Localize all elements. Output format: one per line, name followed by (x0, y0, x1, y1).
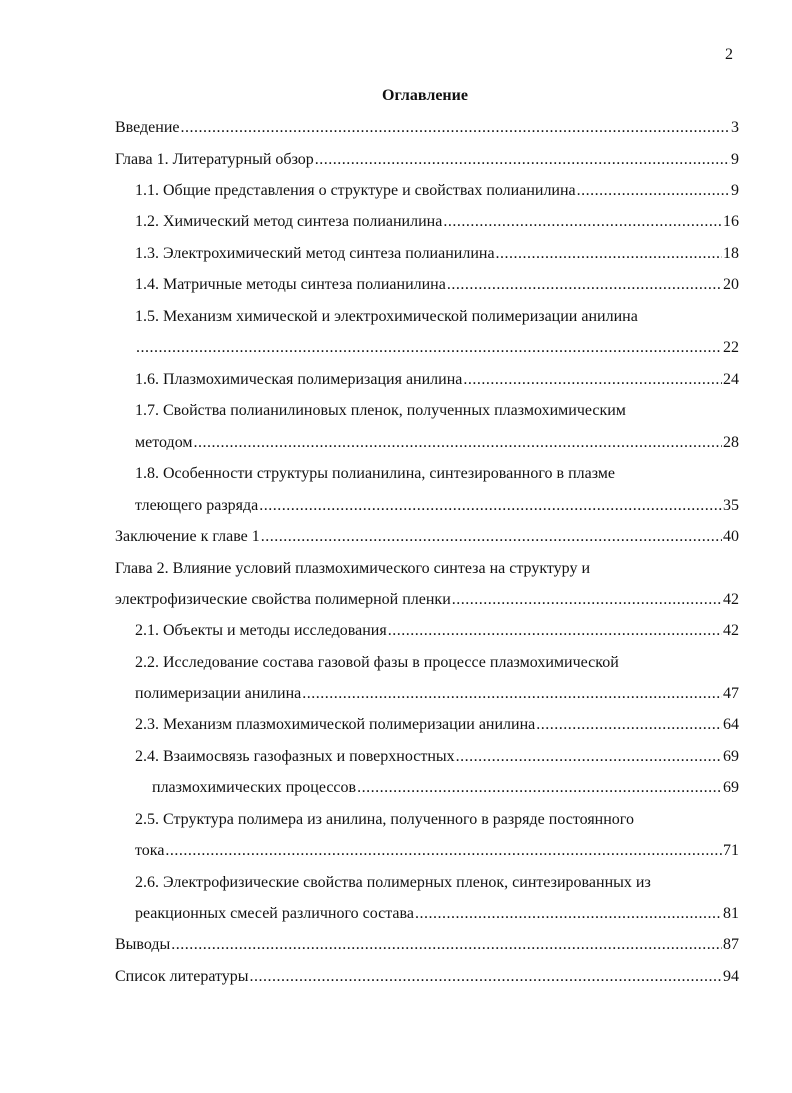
toc-leader-dots (536, 715, 722, 735)
toc-entry-page: 40 (723, 528, 739, 545)
toc-entry-text-continued: реакционных смесей различного состава (135, 905, 414, 922)
toc-entry-page: 47 (723, 685, 739, 702)
toc-leader-dots (181, 118, 731, 138)
toc-entry-text: 1.5. Механизм химической и электрохимической полимеризации анилина (135, 308, 638, 325)
toc-entry-page: 9 (731, 182, 739, 199)
toc-leader-dots (443, 212, 722, 232)
toc-entry-text-continued: тлеющего разряда (135, 497, 259, 514)
toc-entry-page: 87 (723, 936, 739, 953)
toc-leader-dots (259, 496, 722, 516)
toc-leader-dots (463, 370, 722, 390)
toc-entry-text-continued: полимеризации анилина (135, 685, 302, 702)
toc-entry-2-4-continued (152, 778, 739, 798)
toc-entry-chapter-1 (115, 150, 739, 170)
toc-leader-dots (261, 527, 722, 547)
toc-entry-page: 18 (723, 245, 739, 262)
toc-leader-dots (452, 590, 722, 610)
toc-leader-dots (456, 747, 722, 767)
toc-entry-text: 1.4. Матричные методы синтеза полианилина (135, 276, 446, 293)
toc-leader-dots (415, 904, 722, 924)
toc-entry-text: 2.5. Структура полимера из анилина, полученного в разряде постоянного (135, 811, 634, 828)
toc-entry-text: плазмохимических процессов (152, 779, 357, 796)
toc-entry-2-6-line1 (135, 873, 739, 893)
toc-entry-1-7-line2 (135, 433, 739, 453)
toc-entry-1-7-line1 (135, 401, 739, 421)
toc-entry-2-6-line2 (135, 904, 739, 924)
toc-entry-chapter-2-line1 (115, 559, 739, 579)
page-number: 2 (725, 46, 733, 63)
toc-entry-2-3 (135, 715, 739, 735)
toc-entry-1-5-line2 (135, 338, 739, 358)
toc-entry-page: 94 (723, 968, 739, 985)
toc-entry-text-continued: тока (135, 842, 165, 859)
toc-entry-conclusions (115, 935, 739, 955)
toc-leader-dots (302, 684, 722, 704)
toc-entry-1-5-line1 (135, 307, 739, 327)
toc-entry-page: 69 (723, 748, 739, 765)
toc-entry-conclusion-chapter-1 (115, 527, 739, 547)
toc-entry-2-2-line2 (135, 684, 739, 704)
toc-entry-text: 1.7. Свойства полианилиновых пленок, полученных плазмохимическим (135, 402, 626, 419)
toc-entry-2-5-line2 (135, 841, 739, 861)
toc-leader-dots (357, 778, 722, 798)
toc-leader-dots (165, 841, 722, 861)
toc-leader-dots (194, 433, 722, 453)
toc-entry-1-2 (135, 212, 739, 232)
toc-entry-page: 20 (723, 276, 739, 293)
toc-entry-2-1 (135, 621, 739, 641)
toc-leader-dots (136, 338, 722, 358)
toc-entry-text: 2.3. Механизм плазмохимической полимеризации анилина (135, 716, 536, 733)
toc-entry-text: 2.6. Электрофизические свойства полимерных пленок, синтезированных из (135, 874, 651, 891)
toc-entry-page: 71 (723, 842, 739, 859)
toc-entry-text-continued: методом (135, 434, 193, 451)
toc-entry-text: Глава 1. Литературный обзор (115, 151, 314, 168)
toc-leader-dots (496, 244, 722, 264)
toc-entry-text: Выводы (115, 936, 171, 953)
toc-entry-page: 3 (731, 119, 739, 136)
toc-entry-text: 1.1. Общие представления о структуре и свойствах полианилина (135, 182, 576, 199)
toc-entry-1-3 (135, 244, 739, 264)
toc-entry-page: 81 (723, 905, 739, 922)
toc-entry-text: 2.2. Исследование состава газовой фазы в процессе плазмохимической (135, 654, 619, 671)
page-title: Оглавление (382, 87, 468, 104)
toc-entry-text: Заключение к главе 1 (115, 528, 260, 545)
toc-entry-page: 9 (731, 151, 739, 168)
toc-entry-2-4 (135, 747, 739, 767)
toc-leader-dots (577, 181, 730, 201)
toc-entry-references (115, 967, 739, 987)
toc-entry-text: 2.1. Объекты и методы исследования (135, 622, 387, 639)
toc-entry-text-continued: электрофизические свойства полимерной пленки (115, 591, 451, 608)
toc-entry-2-5-line1 (135, 810, 739, 830)
toc-leader-dots (315, 150, 730, 170)
toc-entry-page: 24 (723, 371, 739, 388)
toc-entry-page: 28 (723, 434, 739, 451)
toc-entry-page: 64 (723, 716, 739, 733)
toc-entry-1-4 (135, 275, 739, 295)
toc-leader-dots (388, 621, 722, 641)
toc-leader-dots (447, 275, 722, 295)
toc-entry-text: Список литературы (115, 968, 249, 985)
toc-entry-text: 2.4. Взаимосвязь газофазных и поверхностных (135, 748, 455, 765)
toc-entry-1-8-line2 (135, 496, 739, 516)
toc-entry-text: 1.2. Химический метод синтеза полианилина (135, 213, 443, 230)
toc-entry-page: 35 (723, 497, 739, 514)
toc-entry-text: 1.8. Особенности структуры полианилина, синтезированного в плазме (135, 465, 616, 482)
toc-entry-1-6 (135, 370, 739, 390)
toc-leader-dots (250, 967, 722, 987)
toc-entry-1-1 (135, 181, 739, 201)
toc-entry-chapter-2-line2 (115, 590, 739, 610)
toc-entry-text: 1.6. Плазмохимическая полимеризация анилина (135, 371, 463, 388)
toc-entry-introduction (115, 118, 739, 138)
toc-entry-1-8-line1 (135, 464, 739, 484)
toc-entry-page: 69 (723, 779, 739, 796)
toc-entry-text: Введение (115, 119, 180, 136)
toc-entry-page: 42 (723, 622, 739, 639)
toc-entry-page: 16 (723, 213, 739, 230)
toc-entry-page: 42 (723, 591, 739, 608)
toc-leader-dots (171, 935, 722, 955)
toc-entry-page: 22 (723, 339, 739, 356)
toc-entry-2-2-line1 (135, 653, 739, 673)
toc-entry-text: Глава 2. Влияние условий плазмохимического синтеза на структуру и (115, 560, 591, 577)
toc-entry-text: 1.3. Электрохимический метод синтеза полианилина (135, 245, 495, 262)
